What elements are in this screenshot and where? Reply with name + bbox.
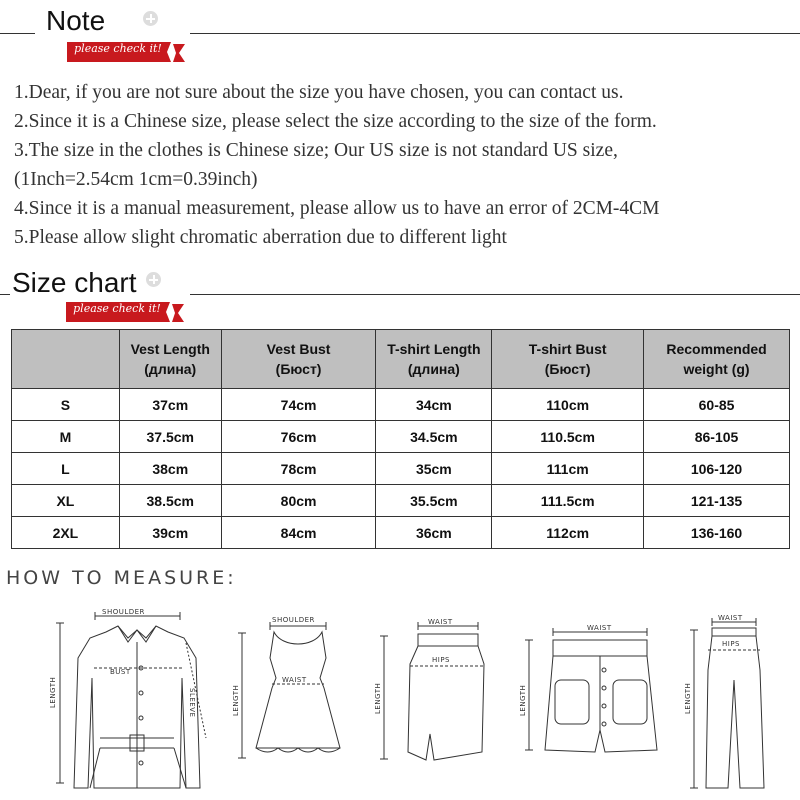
table-cell: 112cm [492, 517, 644, 549]
table-cell: 136-160 [644, 517, 790, 549]
hips-label: HIPS [432, 656, 450, 664]
table-cell: 38cm [119, 453, 221, 485]
table-row [12, 421, 790, 453]
table-cell: 86-105 [644, 421, 790, 453]
table-row [12, 485, 790, 517]
dress-measure-figure [228, 608, 348, 798]
table-row [12, 389, 790, 421]
plus-icon [146, 272, 161, 287]
note-line: 5.Please allow slight chromatic aberration due to different light [14, 227, 507, 248]
header-cell: T-shirt Length (длина) [376, 330, 492, 389]
note-line: 2.Since it is a Chinese size, please select the size according to the size of the form. [14, 111, 657, 132]
note-line: 1.Dear, if you are not sure about the size you have chosen, you can contact us. [14, 82, 624, 103]
pants-measure-figure [680, 610, 790, 796]
header-cell-size [12, 330, 120, 389]
table-cell: 34cm [376, 389, 492, 421]
length-label: LENGTH [49, 676, 57, 708]
header-cell: T-shirt Bust (Бюст) [492, 330, 644, 389]
table-row [12, 517, 790, 549]
table-cell: 76cm [221, 421, 376, 453]
size-chart-title: Size chart [12, 267, 137, 298]
table-header-row [12, 330, 790, 389]
note-line: (1Inch=2.54cm 1cm=0.39inch) [14, 169, 258, 190]
table-cell: L [12, 453, 120, 485]
table-cell: 37cm [119, 389, 221, 421]
table-cell: 80cm [221, 485, 376, 517]
size-chart-header [0, 262, 800, 327]
length-label: LENGTH [519, 684, 527, 716]
table-cell: 39cm [119, 517, 221, 549]
table-cell: 78cm [221, 453, 376, 485]
table-cell: 111cm [492, 453, 644, 485]
waist-label: WAIST [282, 676, 307, 684]
table-cell: XL [12, 485, 120, 517]
header-cell: Vest Length (длина) [119, 330, 221, 389]
note-header-rule-right [190, 33, 800, 34]
check-it-badge-label: please check it! [73, 302, 161, 315]
size-header-rule-left [0, 294, 10, 295]
table-cell: 111.5cm [492, 485, 644, 517]
table-cell: 35cm [376, 453, 492, 485]
check-it-badge [67, 40, 187, 64]
table-cell: 110.5cm [492, 421, 644, 453]
shorts-measure-figure [515, 620, 675, 796]
table-cell: S [12, 389, 120, 421]
shoulder-label: SHOULDER [272, 616, 315, 624]
check-it-badge-label: please check it! [74, 42, 162, 55]
table-cell: 84cm [221, 517, 376, 549]
table-cell: 2XL [12, 517, 120, 549]
length-label: LENGTH [232, 684, 240, 716]
header-cell: Vest Bust (Бюст) [221, 330, 376, 389]
sleeve-label: SLEEVE [188, 688, 196, 718]
length-label: LENGTH [684, 682, 692, 714]
table-cell: 74cm [221, 389, 376, 421]
table-cell: 37.5cm [119, 421, 221, 453]
table-row [12, 453, 790, 485]
length-label: LENGTH [374, 682, 382, 714]
table-cell: 36cm [376, 517, 492, 549]
note-line: 4.Since it is a manual measurement, please allow us to have an error of 2CM-4CM [14, 198, 660, 219]
check-it-badge [66, 300, 186, 324]
bust-label: BUST [110, 668, 131, 676]
plus-icon [143, 11, 158, 26]
table-cell: 60-85 [644, 389, 790, 421]
hips-label: HIPS [722, 640, 740, 648]
shirt-measure-figure [40, 598, 220, 798]
how-to-measure-title: HOW TO MEASURE: [6, 567, 237, 589]
note-header [0, 0, 800, 70]
size-table [11, 329, 790, 549]
table-cell: 121-135 [644, 485, 790, 517]
note-line: 3.The size in the clothes is Chinese size; Our US size is not standard US size, [14, 140, 618, 161]
skirt-measure-figure [370, 614, 490, 798]
table-cell: M [12, 421, 120, 453]
note-title: Note [46, 5, 106, 36]
waist-label: WAIST [587, 624, 612, 632]
table-cell: 106-120 [644, 453, 790, 485]
header-cell: Recommended weight (g) [644, 330, 790, 389]
notes-list [14, 78, 660, 252]
waist-label: WAIST [718, 614, 743, 622]
table-cell: 110cm [492, 389, 644, 421]
note-header-rule-left [0, 33, 35, 34]
shoulder-label: SHOULDER [102, 608, 145, 616]
waist-label: WAIST [428, 618, 453, 626]
table-cell: 38.5cm [119, 485, 221, 517]
size-header-rule-right [190, 294, 800, 295]
table-cell: 34.5cm [376, 421, 492, 453]
table-cell: 35.5cm [376, 485, 492, 517]
